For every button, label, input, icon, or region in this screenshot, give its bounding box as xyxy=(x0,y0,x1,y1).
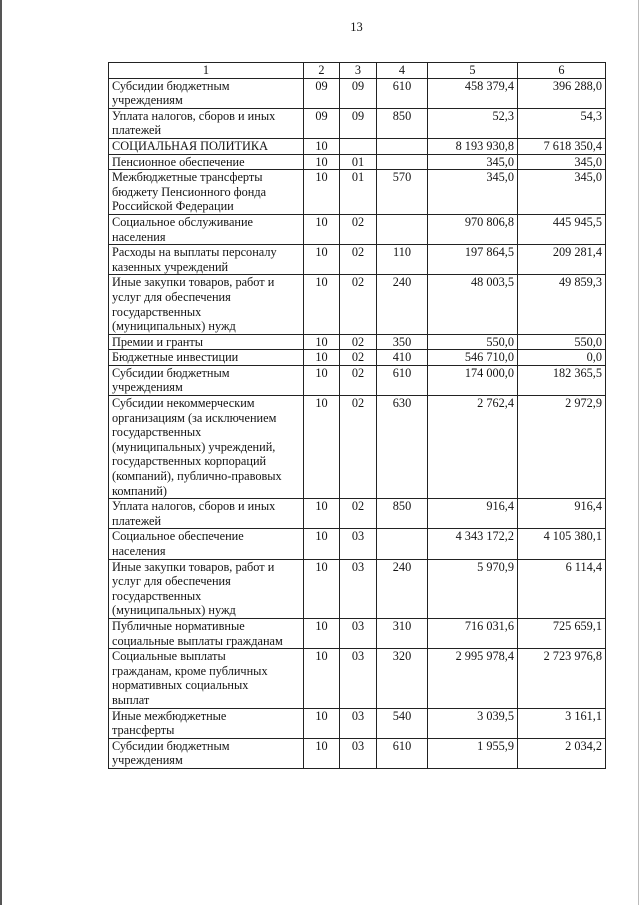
amount-col-6: 0,0 xyxy=(518,350,606,366)
subsection-code: 09 xyxy=(340,108,377,138)
header-row xyxy=(109,63,606,79)
row-name: Публичные нормативные социальные выплаты гражданам xyxy=(109,618,304,648)
row-name: Расходы на выплаты персоналу казенных учреждений xyxy=(109,245,304,275)
row-name: Социальное обслуживание населения xyxy=(109,214,304,244)
table-row xyxy=(109,138,606,154)
amount-col-5: 3 039,5 xyxy=(428,708,518,738)
section-code: 10 xyxy=(304,708,340,738)
section-code: 10 xyxy=(304,618,340,648)
scan-edge-left xyxy=(0,0,2,905)
row-name: Иные закупки товаров, работ и услуг для обеспечения государственных (муниципальных) нужд xyxy=(109,559,304,618)
amount-col-5: 916,4 xyxy=(428,499,518,529)
subsection-code: 02 xyxy=(340,499,377,529)
table-row xyxy=(109,170,606,215)
row-name: Субсидии некоммерческим организациям (за исключением государственных (муниципальных) учреждений, государственных корпораций (компаний), публично-правовых компаний) xyxy=(109,396,304,499)
amount-col-6: 725 659,1 xyxy=(518,618,606,648)
amount-col-6: 2 972,9 xyxy=(518,396,606,499)
amount-col-6: 916,4 xyxy=(518,499,606,529)
amount-col-5: 8 193 930,8 xyxy=(428,138,518,154)
amount-col-5: 716 031,6 xyxy=(428,618,518,648)
table-row xyxy=(109,154,606,170)
row-name: Социальные выплаты гражданам, кроме публичных нормативных социальных выплат xyxy=(109,649,304,708)
page-number: 13 xyxy=(350,20,363,34)
amount-col-6: 7 618 350,4 xyxy=(518,138,606,154)
expense-type-code: 610 xyxy=(377,365,428,395)
section-code: 10 xyxy=(304,154,340,170)
table-row xyxy=(109,559,606,618)
amount-col-5: 970 806,8 xyxy=(428,214,518,244)
subsection-code: 03 xyxy=(340,618,377,648)
amount-col-5: 48 003,5 xyxy=(428,275,518,334)
amount-col-5: 52,3 xyxy=(428,108,518,138)
row-name: Пенсионное обеспечение xyxy=(109,154,304,170)
section-code: 10 xyxy=(304,170,340,215)
header-col-1: 1 xyxy=(109,63,304,79)
section-code: 10 xyxy=(304,350,340,366)
row-name: Премии и гранты xyxy=(109,334,304,350)
expense-type-code xyxy=(377,214,428,244)
expense-type-code: 350 xyxy=(377,334,428,350)
header-col-5: 5 xyxy=(428,63,518,79)
table-row xyxy=(109,275,606,334)
expense-type-code: 110 xyxy=(377,245,428,275)
table-row xyxy=(109,108,606,138)
subsection-code: 02 xyxy=(340,396,377,499)
table-header xyxy=(109,63,606,79)
row-name: Субсидии бюджетным учреждениям xyxy=(109,78,304,108)
subsection-code: 02 xyxy=(340,365,377,395)
section-code: 10 xyxy=(304,396,340,499)
amount-col-6: 182 365,5 xyxy=(518,365,606,395)
table-row xyxy=(109,78,606,108)
subsection-code: 03 xyxy=(340,529,377,559)
expense-type-code: 850 xyxy=(377,499,428,529)
subsection-code: 03 xyxy=(340,738,377,768)
amount-col-5: 2 762,4 xyxy=(428,396,518,499)
amount-col-6: 2 723 976,8 xyxy=(518,649,606,708)
table-row xyxy=(109,396,606,499)
table-row xyxy=(109,529,606,559)
expense-type-code: 570 xyxy=(377,170,428,215)
subsection-code xyxy=(340,138,377,154)
subsection-code: 01 xyxy=(340,154,377,170)
row-name: СОЦИАЛЬНАЯ ПОЛИТИКА xyxy=(109,138,304,154)
table-row xyxy=(109,245,606,275)
row-name: Субсидии бюджетным учреждениям xyxy=(109,738,304,768)
header-col-6: 6 xyxy=(518,63,606,79)
expense-type-code: 410 xyxy=(377,350,428,366)
scan-edge-right xyxy=(638,0,639,905)
section-code: 09 xyxy=(304,78,340,108)
section-code: 10 xyxy=(304,245,340,275)
row-name: Социальное обеспечение населения xyxy=(109,529,304,559)
section-code: 10 xyxy=(304,365,340,395)
table-row xyxy=(109,618,606,648)
amount-col-6: 4 105 380,1 xyxy=(518,529,606,559)
expense-type-code: 240 xyxy=(377,275,428,334)
table-row xyxy=(109,738,606,768)
subsection-code: 02 xyxy=(340,245,377,275)
amount-col-6: 6 114,4 xyxy=(518,559,606,618)
amount-col-5: 197 864,5 xyxy=(428,245,518,275)
expense-type-code: 540 xyxy=(377,708,428,738)
expense-type-code xyxy=(377,154,428,170)
table-row xyxy=(109,214,606,244)
amount-col-5: 345,0 xyxy=(428,154,518,170)
amount-col-6: 445 945,5 xyxy=(518,214,606,244)
row-name: Межбюджетные трансферты бюджету Пенсионного фонда Российской Федерации xyxy=(109,170,304,215)
amount-col-6: 54,3 xyxy=(518,108,606,138)
amount-col-6: 345,0 xyxy=(518,154,606,170)
subsection-code: 02 xyxy=(340,350,377,366)
row-name: Субсидии бюджетным учреждениям xyxy=(109,365,304,395)
amount-col-5: 2 995 978,4 xyxy=(428,649,518,708)
subsection-code: 02 xyxy=(340,214,377,244)
budget-table xyxy=(108,62,606,769)
amount-col-5: 4 343 172,2 xyxy=(428,529,518,559)
expense-type-code: 850 xyxy=(377,108,428,138)
section-code: 10 xyxy=(304,275,340,334)
amount-col-6: 2 034,2 xyxy=(518,738,606,768)
row-name: Иные межбюджетные трансферты xyxy=(109,708,304,738)
amount-col-6: 345,0 xyxy=(518,170,606,215)
subsection-code: 03 xyxy=(340,649,377,708)
expense-type-code: 610 xyxy=(377,78,428,108)
budget-table-body xyxy=(109,78,606,768)
subsection-code: 02 xyxy=(340,275,377,334)
expense-type-code: 320 xyxy=(377,649,428,708)
amount-col-5: 174 000,0 xyxy=(428,365,518,395)
table-row xyxy=(109,499,606,529)
section-code: 10 xyxy=(304,738,340,768)
expense-type-code xyxy=(377,529,428,559)
table-row xyxy=(109,708,606,738)
subsection-code: 03 xyxy=(340,559,377,618)
subsection-code: 02 xyxy=(340,334,377,350)
section-code: 10 xyxy=(304,649,340,708)
expense-type-code xyxy=(377,138,428,154)
table-row xyxy=(109,365,606,395)
expense-type-code: 610 xyxy=(377,738,428,768)
row-name: Уплата налогов, сборов и иных платежей xyxy=(109,108,304,138)
row-name: Уплата налогов, сборов и иных платежей xyxy=(109,499,304,529)
amount-col-6: 49 859,3 xyxy=(518,275,606,334)
amount-col-5: 1 955,9 xyxy=(428,738,518,768)
row-name: Бюджетные инвестиции xyxy=(109,350,304,366)
expense-type-code: 630 xyxy=(377,396,428,499)
table-row xyxy=(109,350,606,366)
amount-col-6: 3 161,1 xyxy=(518,708,606,738)
section-code: 10 xyxy=(304,559,340,618)
section-code: 10 xyxy=(304,499,340,529)
amount-col-5: 345,0 xyxy=(428,170,518,215)
section-code: 09 xyxy=(304,108,340,138)
amount-col-5: 458 379,4 xyxy=(428,78,518,108)
table-row xyxy=(109,649,606,708)
amount-col-6: 550,0 xyxy=(518,334,606,350)
subsection-code: 09 xyxy=(340,78,377,108)
header-col-4: 4 xyxy=(377,63,428,79)
amount-col-6: 396 288,0 xyxy=(518,78,606,108)
table-row xyxy=(109,334,606,350)
section-code: 10 xyxy=(304,529,340,559)
header-col-3: 3 xyxy=(340,63,377,79)
section-code: 10 xyxy=(304,214,340,244)
subsection-code: 03 xyxy=(340,708,377,738)
row-name: Иные закупки товаров, работ и услуг для обеспечения государственных (муниципальных) нужд xyxy=(109,275,304,334)
amount-col-5: 546 710,0 xyxy=(428,350,518,366)
header-col-2: 2 xyxy=(304,63,340,79)
amount-col-6: 209 281,4 xyxy=(518,245,606,275)
expense-type-code: 310 xyxy=(377,618,428,648)
amount-col-5: 5 970,9 xyxy=(428,559,518,618)
amount-col-5: 550,0 xyxy=(428,334,518,350)
expense-type-code: 240 xyxy=(377,559,428,618)
section-code: 10 xyxy=(304,334,340,350)
subsection-code: 01 xyxy=(340,170,377,215)
section-code: 10 xyxy=(304,138,340,154)
